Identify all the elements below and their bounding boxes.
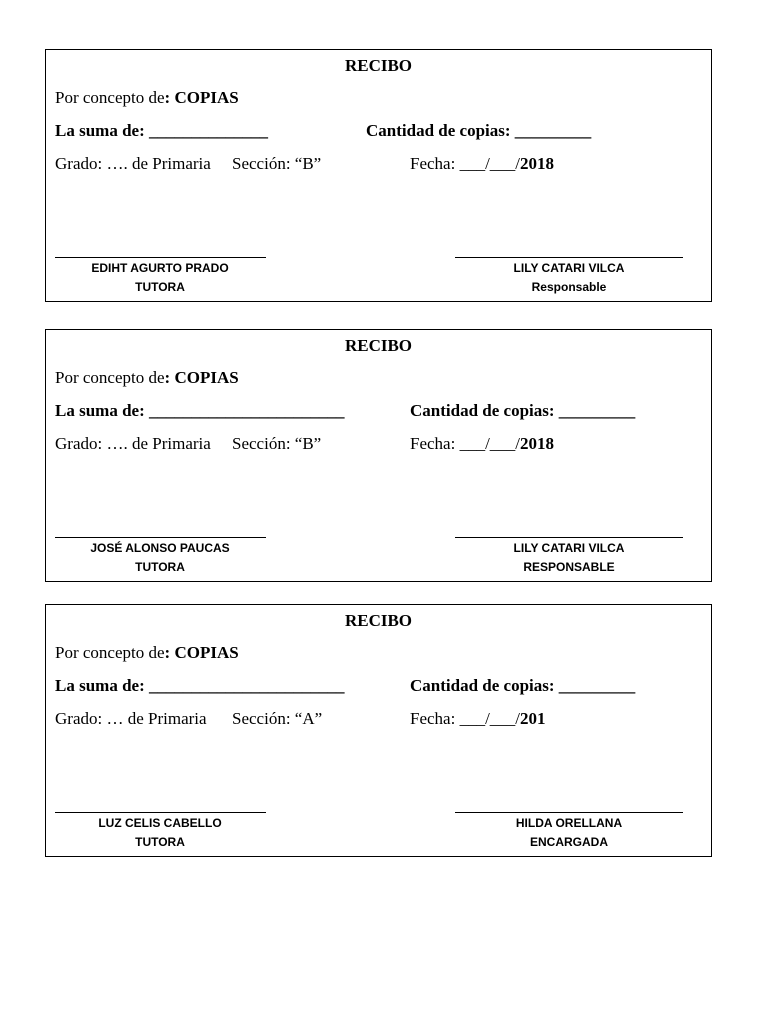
receipt-title: RECIBO — [344, 336, 413, 355]
copies-label: Cantidad de copias: _________ — [366, 121, 592, 140]
right-signer-name: LILY CATARI VILCA — [513, 261, 625, 275]
receipt-title: RECIBO — [344, 611, 413, 630]
section-label: Sección: “B” — [232, 154, 322, 173]
grade-label: Grado: …. de Primaria — [55, 434, 211, 453]
receipt-title: RECIBO — [344, 56, 413, 75]
left-signer-role: TUTORA — [135, 835, 185, 849]
date-prefix: Fecha: ___/___/ — [410, 709, 521, 728]
date-year: 201 — [520, 709, 546, 728]
section-label: Sección: “A” — [232, 709, 323, 728]
date-line — [410, 434, 554, 454]
concept-value: : COPIAS — [164, 88, 239, 107]
receipt-2 — [45, 329, 712, 582]
left-signature-line — [55, 257, 266, 258]
date-year: 2018 — [520, 154, 555, 173]
left-signer-role: TUTORA — [135, 560, 185, 574]
grade-label: Grado: … de Primaria — [55, 709, 207, 728]
sum-label: La suma de: ______________ — [55, 121, 268, 140]
concept-prefix: Por concepto de — [55, 88, 165, 107]
concept-line — [55, 368, 239, 388]
right-signature-line — [455, 537, 683, 538]
copies-label: Cantidad de copias: _________ — [410, 676, 636, 695]
date-line — [410, 709, 546, 729]
receipt-3 — [45, 604, 712, 857]
left-signature-line — [55, 812, 266, 813]
right-signer-role: ENCARGADA — [530, 835, 608, 849]
date-year: 2018 — [520, 434, 555, 453]
right-signer-role: Responsable — [531, 280, 607, 294]
right-signer-name: LILY CATARI VILCA — [513, 541, 625, 555]
sum-label: La suma de: _______________________ — [55, 401, 345, 420]
left-signer-role: TUTORA — [135, 280, 185, 294]
right-signer-name: HILDA ORELLANA — [515, 816, 623, 830]
concept-value: : COPIAS — [164, 368, 239, 387]
date-prefix: Fecha: ___/___/ — [410, 434, 521, 453]
left-signer-name: LUZ CELIS CABELLO — [98, 816, 222, 830]
concept-line — [55, 643, 239, 663]
left-signer-name: JOSÉ ALONSO PAUCAS — [90, 541, 230, 555]
date-prefix: Fecha: ___/___/ — [410, 154, 521, 173]
concept-prefix: Por concepto de — [55, 368, 165, 387]
left-signature-line — [55, 537, 266, 538]
section-label: Sección: “B” — [232, 434, 322, 453]
receipt-1 — [45, 49, 712, 302]
concept-line — [55, 88, 239, 108]
concept-value: : COPIAS — [164, 643, 239, 662]
right-signature-line — [455, 257, 683, 258]
concept-prefix: Por concepto de — [55, 643, 165, 662]
right-signer-role: RESPONSABLE — [523, 560, 615, 574]
grade-label: Grado: …. de Primaria — [55, 154, 211, 173]
right-signature-line — [455, 812, 683, 813]
date-line — [410, 154, 554, 174]
copies-label: Cantidad de copias: _________ — [410, 401, 636, 420]
sum-label: La suma de: _______________________ — [55, 676, 345, 695]
left-signer-name: EDIHT AGURTO PRADO — [91, 261, 229, 275]
